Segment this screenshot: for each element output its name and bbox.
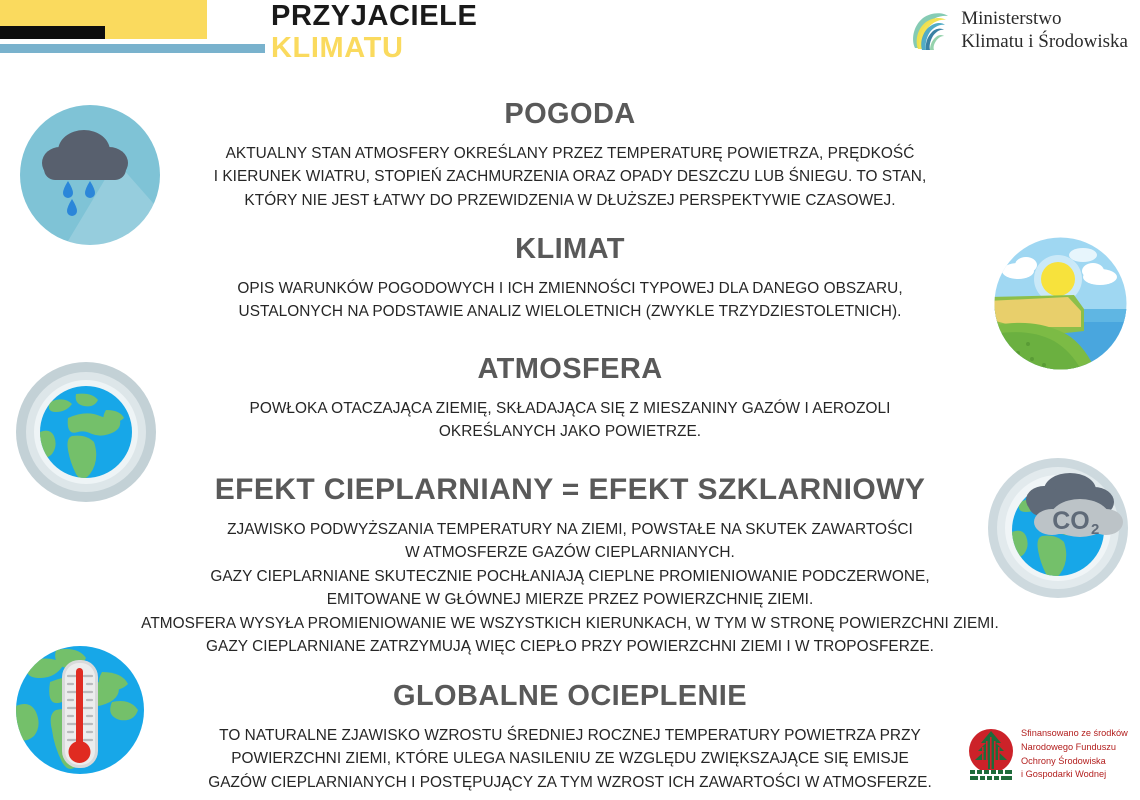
brand-line-przyjaciele: PRZYJACIELE bbox=[271, 0, 478, 32]
funding-line-4: i Gospodarki Wodnej bbox=[1021, 769, 1107, 780]
funding-line-3: Ochrony Środowiska bbox=[1021, 755, 1106, 766]
body-line: TO NATURALNE ZJAWISKO WZROSTU ŚREDNIEJ ROCZNEJ TEMPERATURY POWIETRZA PRZY bbox=[219, 727, 921, 744]
body-line: EMITOWANE W GŁÓWNEJ MIERZE PRZEZ POWIERZCHNIĘ ZIEMI. bbox=[326, 591, 814, 609]
co2-subscript: 2 bbox=[1091, 521, 1100, 538]
section-title-klimat: KLIMAT bbox=[515, 233, 625, 265]
body-line: I KIERUNEK WIATRU, STOPIEŃ ZACHMURZENIA ORAZ OPADY DESZCZU LUB ŚNIEGU. TO STAN, bbox=[213, 168, 927, 186]
body-line: USTALONYCH NA PODSTAWIE ANALIZ WIELOLETNICH (ZWYKLE TRZYDZIESTOLETNICH). bbox=[238, 303, 902, 321]
body-line: OKREŚLANYCH JAKO POWIETRZE. bbox=[438, 423, 702, 441]
section-title-globalne-ocieplenie: GLOBALNE OCIEPLENIE bbox=[392, 680, 747, 712]
section-body-klimat bbox=[0, 277, 1140, 324]
header-black-bar bbox=[0, 26, 105, 39]
funding-logo bbox=[968, 727, 1128, 782]
body-line: GAZY CIEPLARNIANE ZATRZYMUJĄ WIĘC CIEPŁO PRZY POWIERZCHNI ZIEMI I W TROPOSFERZE. bbox=[205, 638, 934, 656]
body-line: OPIS WARUNKÓW POGODOWYCH I ICH ZMIENNOŚCI TYPOWEJ DLA DANEGO OBSZARU, bbox=[237, 280, 903, 297]
body-line: POWŁOKA OTACZAJĄCA ZIEMIĘ, SKŁADAJĄCA SIĘ Z MIESZANINY GAZÓW I AEROZOLI bbox=[249, 400, 891, 417]
funding-line-1: Sfinansowano ze środków bbox=[1021, 728, 1128, 739]
section-body-pogoda bbox=[0, 142, 1140, 212]
funding-text bbox=[1021, 727, 1128, 781]
section-klimat bbox=[0, 233, 1140, 324]
body-line: AKTUALNY STAN ATMOSFERY OKREŚLANY PRZEZ TEMPERATURĘ POWIETRZA, PRĘDKOŚĆ bbox=[225, 145, 915, 162]
section-body-efekt-cieplarniany bbox=[0, 518, 1140, 658]
ministry-swirl-icon bbox=[909, 8, 951, 53]
section-body-atmosfera bbox=[0, 397, 1140, 444]
ministry-line-1: Ministerstwo bbox=[961, 8, 1062, 29]
section-pogoda bbox=[0, 98, 1140, 212]
header-blue-bar bbox=[0, 44, 265, 53]
section-title-pogoda: POGODA bbox=[504, 98, 636, 130]
section-title-atmosfera: ATMOSFERA bbox=[477, 353, 663, 385]
header-yellow-bar-top bbox=[0, 0, 207, 26]
funding-line-2: Narodowego Funduszu bbox=[1021, 741, 1116, 752]
nfosigw-tree-icon bbox=[968, 727, 1014, 782]
body-line: POWIERZCHNI ZIEMI, KTÓRE ULEGA NASILENIU ZE WZGLĘDU ZWIĘKSZAJĄCE SIĘ EMISJE bbox=[231, 750, 909, 768]
body-line: ATMOSFERA WYSYŁA PROMIENIOWANIE WE WSZYSTKICH KIERUNKACH, W TYM W STRONĘ POWIERZCHNI ZIEMI. bbox=[141, 614, 999, 632]
ministry-logo bbox=[909, 7, 1128, 53]
body-line: W ATMOSFERZE GAZÓW CIEPLARNIANYCH. bbox=[405, 544, 735, 562]
brand-line-klimatu: KLIMATU bbox=[271, 32, 404, 64]
co2-label: CO bbox=[1052, 507, 1090, 535]
section-efekt-cieplarniany bbox=[0, 473, 1140, 658]
ministry-line-2: Klimatu i Środowiska bbox=[961, 31, 1128, 53]
body-line: ZJAWISKO PODWYŻSZANIA TEMPERATURY NA ZIEMI, POWSTAŁE NA SKUTEK ZAWARTOŚCI bbox=[227, 521, 913, 538]
brand-logotype bbox=[271, 2, 477, 63]
section-title-efekt-cieplarniany: EFEKT CIEPLARNIANY = EFEKT SZKLARNIOWY bbox=[214, 473, 926, 506]
body-line: GAZY CIEPLARNIANE SKUTECZNIE POCHŁANIAJĄ CIEPLNE PROMIENIOWANIE PODCZERWONE, bbox=[210, 567, 930, 585]
ministry-name bbox=[961, 7, 1128, 53]
body-line: GAZÓW CIEPLARNIANYCH I POSTĘPUJĄCY ZA TYM WZROST ICH ZAWARTOŚCI W ATMOSFERZE. bbox=[208, 773, 932, 791]
body-line: KTÓRY NIE JEST ŁATWY DO PRZEWIDZENIA W DŁUŻSZEJ PERSPEKTYWIE CZASOWEJ. bbox=[244, 191, 896, 209]
section-atmosfera bbox=[0, 353, 1140, 444]
